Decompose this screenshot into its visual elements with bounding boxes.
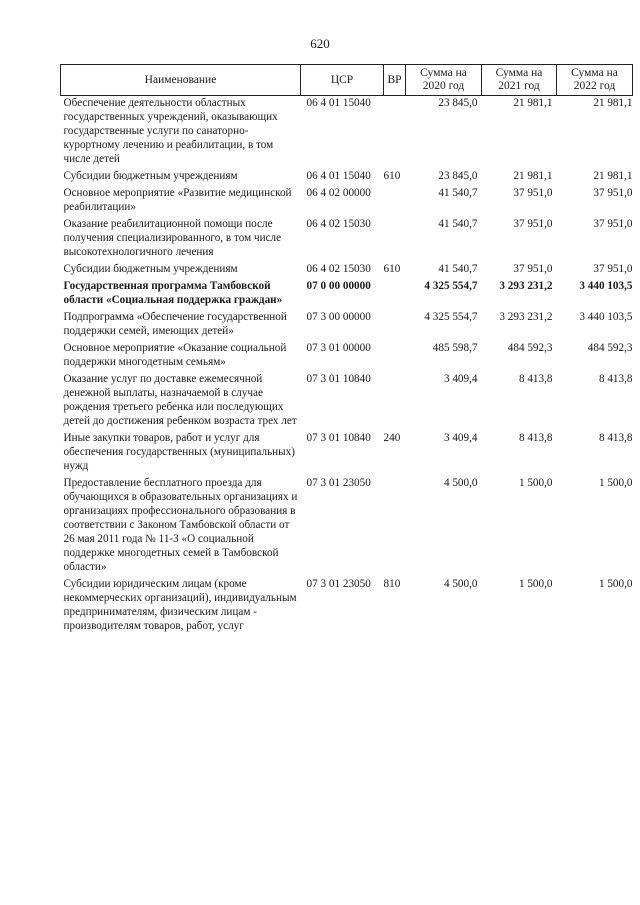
- table-row: [61, 214, 633, 259]
- row-sum-2021: 3 293 231,2: [499, 280, 553, 292]
- row-sum-2022: 37 951,0: [593, 263, 633, 275]
- row-sum-2020: 23 845,0: [438, 170, 478, 182]
- row-csr: 06 4 02 00000: [306, 187, 371, 199]
- budget-table: [60, 64, 633, 633]
- row-sum-2022: 8 413,8: [598, 432, 633, 444]
- row-name: Субсидии бюджетным учреждениям: [63, 263, 238, 275]
- row-sum-2020: 23 845,0: [438, 97, 478, 109]
- row-sum-2022: 8 413,8: [598, 373, 633, 385]
- row-sum-2020: 4 325 554,7: [424, 280, 478, 292]
- row-vr: 240: [383, 432, 401, 444]
- table-row: [61, 276, 633, 307]
- row-sum-2020: 485 598,7: [432, 342, 478, 354]
- row-csr: 07 3 01 23050: [306, 578, 371, 590]
- row-sum-2020: 3 409,4: [443, 373, 478, 385]
- row-sum-2021: 484 592,3: [507, 342, 553, 354]
- row-sum-2021: 37 951,0: [513, 187, 553, 199]
- row-sum-2021: 1 500,0: [518, 578, 553, 590]
- table-row: [61, 166, 633, 183]
- row-name: Субсидии бюджетным учреждениям: [63, 170, 238, 182]
- row-csr: 07 3 00 00000: [306, 311, 371, 323]
- row-sum-2021: 3 293 231,2: [499, 311, 553, 323]
- row-sum-2020: 41 540,7: [438, 218, 478, 230]
- table-row: [61, 369, 633, 428]
- header-vr: ВР: [384, 65, 406, 96]
- row-sum-2022: 484 592,3: [587, 342, 633, 354]
- header-name: Наименование: [61, 65, 301, 96]
- table-row: [61, 259, 633, 276]
- table-row: [61, 428, 633, 473]
- row-name: Подпрограмма «Обеспечение государственной поддержки семей, имеющих детей»: [63, 311, 287, 337]
- row-vr: 810: [383, 578, 401, 590]
- row-vr: [384, 276, 406, 307]
- row-sum-2021: 8 413,8: [518, 373, 553, 385]
- row-csr: 07 3 01 00000: [306, 342, 371, 354]
- row-csr: 06 4 02 15030: [306, 263, 371, 275]
- table-row: [61, 473, 633, 574]
- row-vr: 610: [383, 263, 401, 275]
- table-body: [61, 96, 633, 634]
- row-vr: [384, 369, 406, 428]
- table-header: [61, 65, 633, 96]
- row-name: Предоставление бесплатного проезда для обучающихся в образовательных организациях и организациях профессионального образования в соответствии с Законом Тамбовской области от 26 мая 2011 года № 11-З «О социальной поддержке многодетных семей в Тамбовской области»: [63, 477, 298, 573]
- row-sum-2022: 1 500,0: [598, 477, 633, 489]
- row-sum-2021: 1 500,0: [518, 477, 553, 489]
- row-sum-2022: 37 951,0: [593, 187, 633, 199]
- row-sum-2021: 8 413,8: [518, 432, 553, 444]
- row-name: Основное мероприятие «Оказание социальной поддержки многодетным семьям»: [63, 342, 287, 368]
- row-csr: 07 3 01 23050: [306, 477, 371, 489]
- row-sum-2022: 21 981,1: [593, 170, 633, 182]
- row-sum-2021: 37 951,0: [513, 218, 553, 230]
- row-sum-2020: 4 500,0: [443, 477, 478, 489]
- row-sum-2021: 37 951,0: [513, 263, 553, 275]
- row-vr: [384, 473, 406, 574]
- header-sum-2020: Сумма на 2020 год: [406, 65, 482, 96]
- row-name: Основное мероприятие «Развитие медицинской реабилитации»: [63, 187, 292, 213]
- row-name: Обеспечение деятельности областных государственных учреждений, оказывающих государственные услуги по санаторно-курортному лечению и реабилитации, в том числе детей: [63, 97, 278, 165]
- row-vr: [384, 307, 406, 338]
- row-sum-2022: 3 440 103,5: [579, 311, 633, 323]
- row-sum-2020: 41 540,7: [438, 263, 478, 275]
- row-csr: 07 3 01 10840: [306, 432, 371, 444]
- row-sum-2022: 3 440 103,5: [579, 280, 633, 292]
- header-sum-2022: Сумма на 2022 год: [557, 65, 633, 96]
- row-sum-2021: 21 981,1: [513, 97, 553, 109]
- header-csr: ЦСР: [301, 65, 384, 96]
- row-name: Оказание услуг по доставке ежемесячной денежной выплаты, назначаемой в случае рождения третьего ребенка или последующих детей до достижения ребенком возраста трех лет: [63, 373, 297, 427]
- row-vr: [384, 183, 406, 214]
- row-sum-2020: 3 409,4: [443, 432, 478, 444]
- table-row: [61, 96, 633, 167]
- row-csr: 06 4 01 15040: [306, 97, 371, 109]
- row-name: Иные закупки товаров, работ и услуг для обеспечения государственных (муниципальных) нужд: [63, 432, 295, 472]
- row-sum-2020: 41 540,7: [438, 187, 478, 199]
- row-sum-2022: 37 951,0: [593, 218, 633, 230]
- row-name: Оказание реабилитационной помощи после получения специализированного, в том числе высокотехнологичного лечения: [63, 218, 282, 258]
- table-row: [61, 183, 633, 214]
- row-sum-2022: 21 981,1: [593, 97, 633, 109]
- row-csr: 07 3 01 10840: [306, 373, 371, 385]
- row-name: Субсидии юридическим лицам (кроме некоммерческих организаций), индивидуальным предпринимателям, физическим лицам - производителям товаров, работ, услуг: [63, 578, 297, 632]
- header-sum-2021: Сумма на 2021 год: [482, 65, 557, 96]
- table-row: [61, 338, 633, 369]
- row-sum-2020: 4 500,0: [443, 578, 478, 590]
- page-number: 620: [310, 36, 330, 51]
- row-sum-2022: 1 500,0: [598, 578, 633, 590]
- table-row: [61, 307, 633, 338]
- row-csr: 06 4 01 15040: [306, 170, 371, 182]
- row-vr: 610: [383, 170, 401, 182]
- table-row: [61, 574, 633, 633]
- row-vr: [384, 214, 406, 259]
- row-csr: 07 0 00 00000: [306, 280, 371, 292]
- row-name: Государственная программа Тамбовской области «Социальная поддержка граждан»: [63, 280, 283, 306]
- row-vr: [384, 338, 406, 369]
- row-sum-2020: 4 325 554,7: [424, 311, 478, 323]
- row-csr: 06 4 02 15030: [306, 218, 371, 230]
- row-vr: [384, 96, 406, 167]
- row-sum-2021: 21 981,1: [513, 170, 553, 182]
